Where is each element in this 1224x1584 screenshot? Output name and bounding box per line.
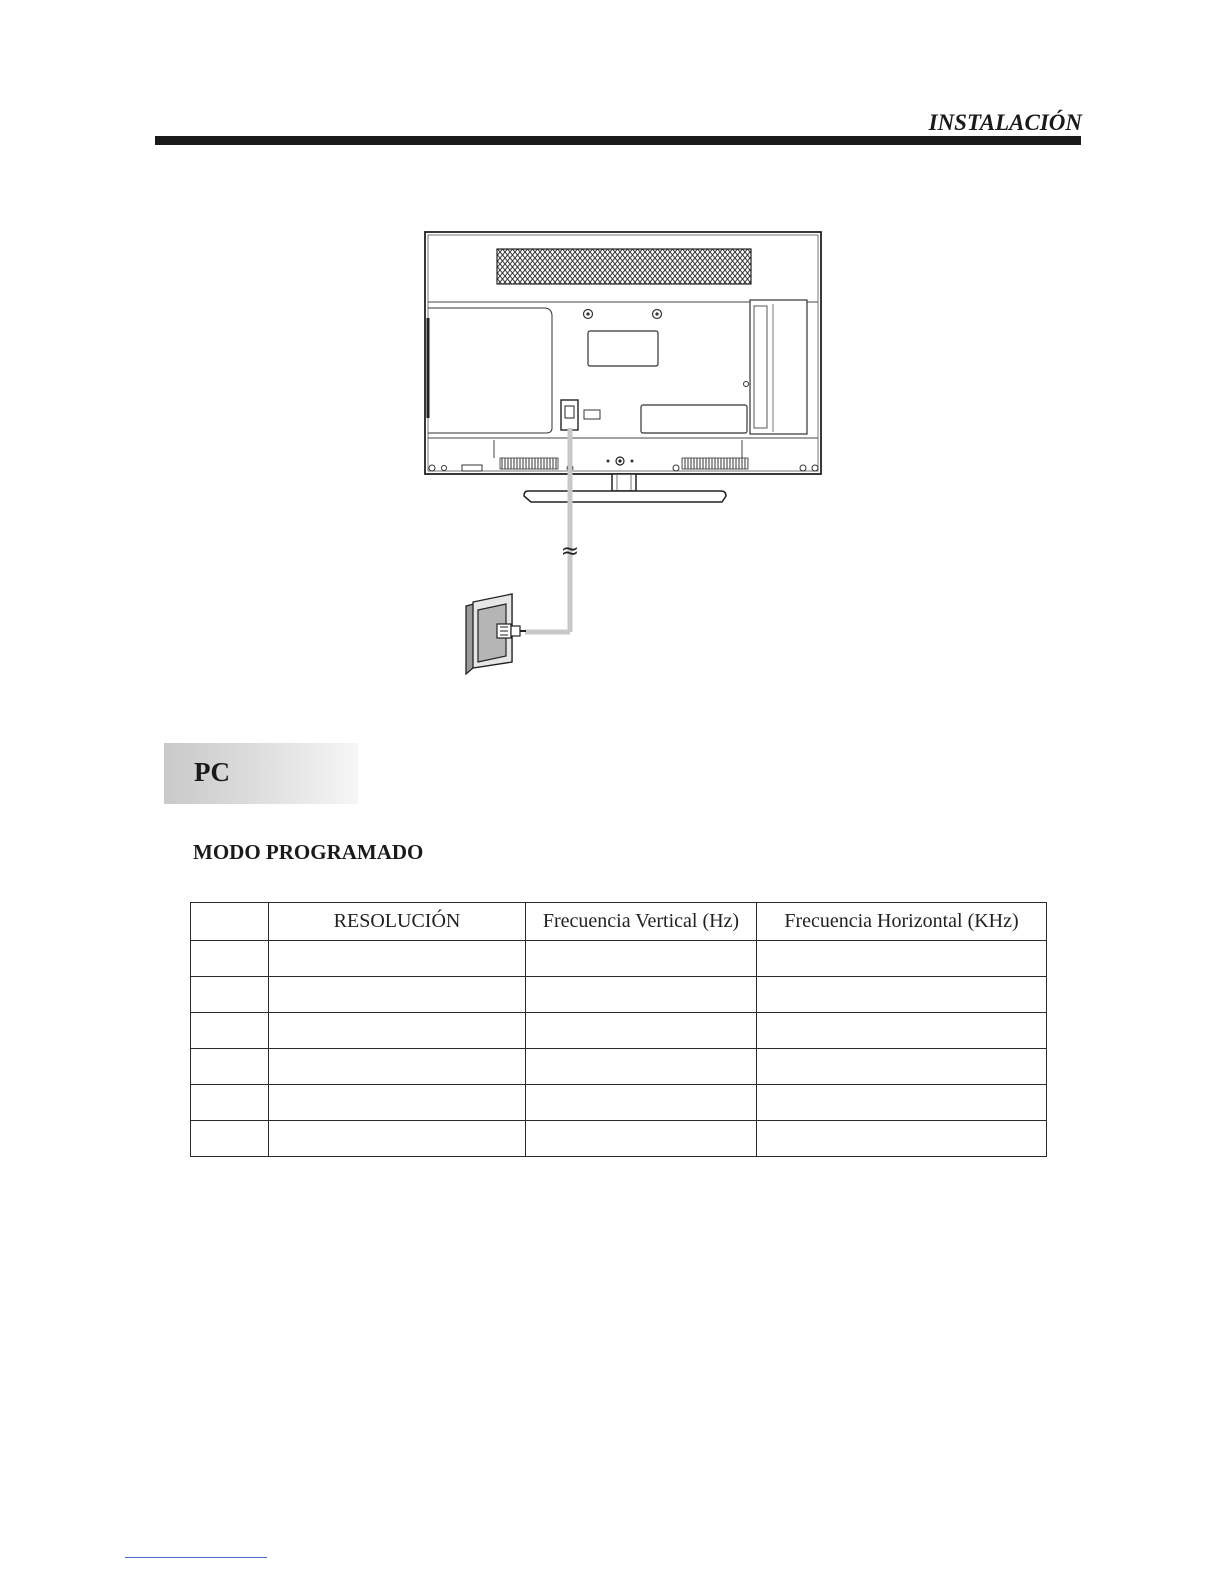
table-header-row [191, 903, 1047, 941]
table-cell [757, 1049, 1047, 1085]
header-cell-index [191, 903, 269, 941]
table-cell [191, 1013, 269, 1049]
header-cell-resolution: RESOLUCIÓN [269, 903, 526, 941]
section-title: PC [194, 757, 230, 787]
table-cell [269, 1049, 526, 1085]
table-cell [757, 1085, 1047, 1121]
table-row [191, 1013, 1047, 1049]
table-cell [191, 1121, 269, 1157]
table-cell [526, 1013, 757, 1049]
wall-outlet-icon [466, 594, 526, 674]
header-cell-horizontal-frequency: Frecuencia Horizontal (KHz) [757, 903, 1047, 941]
table-row [191, 1049, 1047, 1085]
table-cell [526, 1121, 757, 1157]
subsection-title: MODO PROGRAMADO [193, 840, 424, 864]
table-cell [269, 977, 526, 1013]
page-header-title: INSTALACIÓN [928, 110, 1082, 135]
table-cell [757, 941, 1047, 977]
table-cell [757, 977, 1047, 1013]
table-cell [526, 1049, 757, 1085]
table-cell [269, 1085, 526, 1121]
header-cell-vertical-frequency: Frecuencia Vertical (Hz) [526, 903, 757, 941]
table-cell [191, 941, 269, 977]
table-cell [757, 1013, 1047, 1049]
table-cell [526, 977, 757, 1013]
table-cell [269, 1121, 526, 1157]
table-cell [191, 1049, 269, 1085]
table-row [191, 1085, 1047, 1121]
cable-break-mark: ≈ [560, 539, 580, 564]
table-row [191, 941, 1047, 977]
header-rule [155, 136, 1081, 145]
power-connection-diagram [420, 228, 830, 678]
table-cell [526, 941, 757, 977]
preset-modes-table [190, 902, 1047, 1157]
table-cell [191, 1085, 269, 1121]
section-heading-box [164, 743, 358, 804]
table-cell [191, 977, 269, 1013]
table-cell [757, 1121, 1047, 1157]
table-row [191, 977, 1047, 1013]
table-cell [269, 941, 526, 977]
table-cell [269, 1013, 526, 1049]
tv-rear-view-icon [425, 232, 821, 502]
footer-rule [125, 1557, 267, 1558]
table-cell [526, 1085, 757, 1121]
table-row [191, 1121, 1047, 1157]
